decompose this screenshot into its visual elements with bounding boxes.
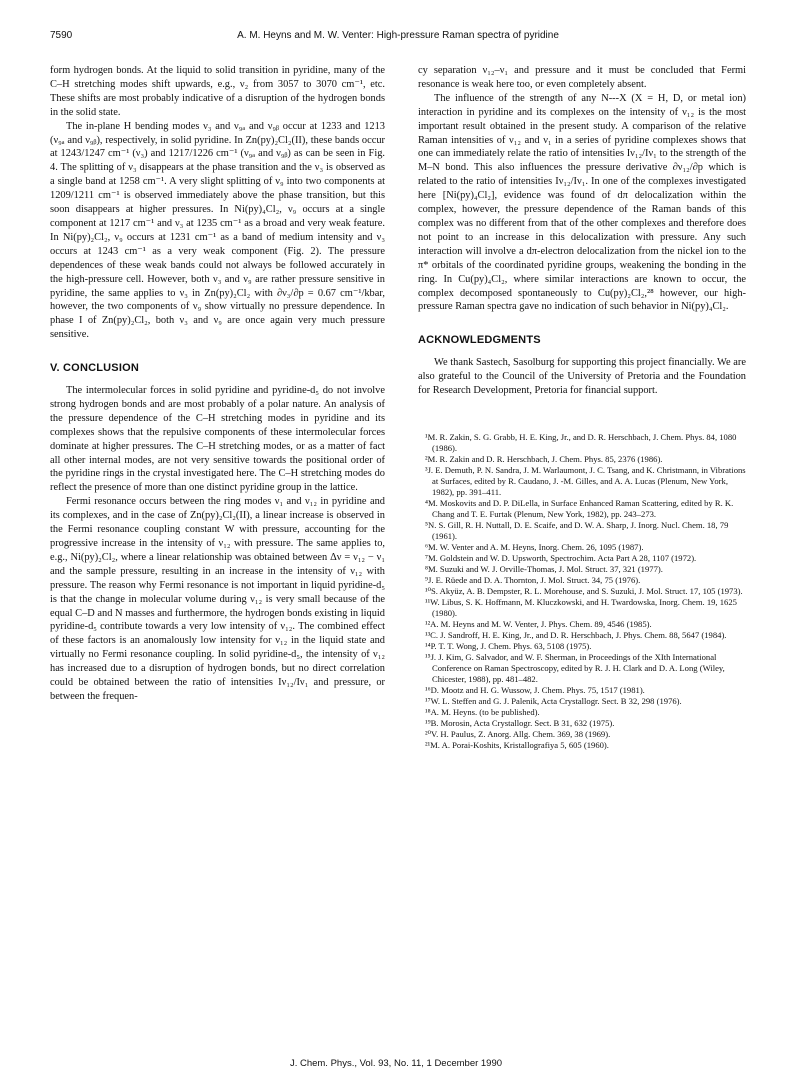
reference-item: ¹⁹B. Morosin, Acta Crystallogr. Sect. B 31, 632 (1975).: [425, 717, 615, 728]
left-column: [50, 64, 385, 704]
reference-item: ⁶M. W. Venter and A. M. Heyns, Inorg. Chem. 26, 1095 (1987).: [425, 541, 644, 552]
page-number: 7590: [50, 30, 73, 41]
references-list: [418, 432, 746, 751]
reference-item: ⁵N. S. Gill, R. H. Nuttall, D. E. Scaife, and D. W. A. Sharp, J. Inorg. Nucl. Chem. 18, 79 (1961).: [425, 519, 729, 541]
reference-item: ¹M. R. Zakin, S. G. Grabb, H. E. King, Jr., and D. R. Herschbach, J. Chem. Phys. 84, 1080 (1986).: [425, 431, 737, 453]
reference-item: ²⁰V. H. Paulus, Z. Anorg. Allg. Chem. 369, 38 (1969).: [425, 728, 611, 739]
reference-item: ¹⁶D. Mootz and H. G. Wussow, J. Chem. Phys. 75, 1517 (1981).: [425, 684, 645, 695]
reference-item: ¹⁸A. M. Heyns. (to be published).: [425, 706, 540, 717]
reference-item: ⁴M. Moskovits and D. P. DiLella, in Surface Enhanced Raman Scattering, edited by R. K. Chang and T. E. Furtak (Plenum, New York, 1982), pp. 243–273.: [425, 497, 734, 519]
page-footer: J. Chem. Phys., Vol. 93, No. 11, 1 December 1990: [289, 1058, 503, 1069]
reference-item: ²M. R. Zakin and D. R. Herschbach, J. Chem. Phys. 85, 2376 (1986).: [425, 453, 663, 464]
paragraph: form hydrogen bonds. At the liquid to solid transition in pyridine, many of the C–H stretching modes shift upwards, e.g., ν₂ from 3057 to 3070 cm⁻¹, etc. These shifts are most probably indicative of a disruption of the hydrogen bonds in the solid state.: [50, 65, 385, 118]
paragraph: The in-plane H bending modes ν₃ and ν₉ₐ and ν₉ᵦ occur at 1233 and 1213 (ν₉ₐ and ν₉ᵦ), respectively, in solid pyridine. In Zn(py)₂Cl₂(II), these bands occur at 1243/1247 cm⁻¹ (ν₃) and 1217/1226 cm⁻¹ (ν₉ₐ and ν₉ᵦ) as can be seen in Fig. 4. The splitting of ν₃ disappears at the phase transition and the ν₃ is observed as a single band at 1258 cm⁻¹. A very slight splitting of ν₉ into two components at 1209/1211 cm⁻¹ is observed immediately above the phase transition, but this soon disappears at higher pressures. In Ni(py)₄Cl₂, ν₉ occurs at a single component at 1217 cm⁻¹ and ν₃ at 1235 cm⁻¹ as a broad and very weak feature. In Ni(py)₂Cl₂, ν₉ occurs at 1231 cm⁻¹ as a band of medium intensity and ν₃ occurs at 1243 cm⁻¹ as a very weak component (Fig. 2). The pressure dependences of these weak bands could not always be followed accurately in the high-pressure cell. However, both ν₃ and ν₉ are rather pressure sensitive in pyridine, the same applies to ν₃ in Zn(py)₂Cl₂ with ∂ν₃/∂p = 0.67 cm⁻¹/kbar, however, the two components of ν₉ show virtually no pressure dependence. In phase I of Zn(py)₂Cl₂, both ν₃ and ν₉ are once again very much pressure sensitive.: [50, 120, 385, 341]
reference-item: ⁹J. E. Rüede and D. A. Thornton, J. Mol. Struct. 34, 75 (1976).: [425, 574, 641, 585]
paragraph: The intermolecular forces in solid pyridine and pyridine-d₅ do not involve strong hydrogen bonds and are most probably of a polar nature. An analysis of the pressure dependence of the C–H stretching modes in pyridine and its complexes shows that the repulsive components of these intermolecular forces dominate at higher pressures. The C–H stretching modes, or as a matter of fact all other internal modes, are not very sensitive towards the positional order of the pyridine rings in the crystal investigated here. The C–H stretching modes do reflect the presence of more than one distinct pyridine group in the lattice.: [50, 385, 385, 494]
reference-item: ¹⁵J. J. Kim, G. Salvador, and W. F. Sherman, in Proceedings of the XIth International Conference on Raman Spectroscopy, edited by R. J. H. Clark and D. A. Long (Wiley, Chicester, 1988), pp. 481–482.: [425, 651, 725, 684]
reference-item: ¹²A. M. Heyns and M. W. Venter, J. Phys. Chem. 89, 4546 (1985).: [425, 618, 652, 629]
reference-item: ¹⁴P. T. T. Wong, J. Chem. Phys. 63, 5108 (1975).: [425, 640, 592, 651]
paragraph: We thank Sastech, Sasolburg for supporting this project financially. We are also grateful to the Council of the University of Pretoria and the Foundation for Research Development, Pretoria for financial support.: [418, 357, 746, 397]
page-header: [50, 30, 746, 46]
reference-item: ¹⁰S. Akyüz, A. B. Dempster, R. L. Morehouse, and S. Suzuki, J. Mol. Struct. 17, 105 (1973).: [425, 585, 743, 596]
running-title: A. M. Heyns and M. W. Venter: High-pressure Raman spectra of pyridine: [237, 30, 559, 41]
reference-item: ¹⁷W. L. Steffen and G. J. Palenik, Acta Crystallogr. Sect. B 32, 298 (1976).: [425, 695, 682, 706]
reference-item: ⁷M. Goldstein and W. D. Upsworth, Spectrochim. Acta Part A 28, 1107 (1972).: [425, 552, 697, 563]
reference-item: ¹³C. J. Sandroff, H. E. King, Jr., and D. R. Herschbach, J. Phys. Chem. 88, 5647 (1984).: [425, 629, 727, 640]
section-heading-conclusion: V. CONCLUSION: [50, 362, 139, 375]
paragraph: cy separation ν₁₂–ν₁ and pressure and it must be concluded that Fermi resonance is weak here too, or even completely absent.: [418, 65, 746, 90]
reference-item: ⁸M. Suzuki and W. J. Orville-Thomas, J. Mol. Struct. 37, 321 (1977).: [425, 563, 663, 574]
reference-item: ¹¹W. Libus, S. K. Hoffmann, M. Kluczkowski, and H. Twardowska, Inorg. Chem. 19, 1625 (1980).: [425, 596, 737, 618]
paragraph: The influence of the strength of any N---X (X = H, D, or metal ion) interaction in pyridine and its complexes on the intensity of ν₁₂ is the most important result obtained in the present study. A comparison of the relative Raman intensities of ν₁₂ and ν₁ in a series of pyridine complexes shows that one can immediately relate the ratio of intensities Iν₁₂/Iν₁ to the strength of the M–N bond. This also influences the pressure derivative ∂ν₁₂/∂p which is related to the ratio of intensities Iν₁₂/Iν₁. In one of the complexes investigated here [Ni(py)₄Cl₂], evidence was found of dπ delocalization within the complex, however, the pressure dependence of the Raman bands of this complex was no different from that of the other complexes and therefore does not point to an increase in this delocalization with pressure. Any such interaction will involve a dπ-electron delocalization from the nickel ion to the π* orbitals of the coordinated pyridine groups, weakening the bonding in the ring. In Cu(py)₄Cl₂, where similar interactions are known to occur, the complex decomposed spontaneously to Cu(py)₂Cl₂,²⁸ however, our high-pressure Raman spectra gave no indication of such behavior in Ni(py)₄Cl₂.: [418, 92, 746, 313]
reference-item: ³J. E. Demuth, P. N. Sandra, J. M. Warlaumont, J. C. Tsang, and K. Christmann, in Vibrations at Surfaces, edited by R. Caudano, J. -M. Gilles, and A. A. Lucas (Plenum, New York, 1982), pp. 391–411.: [425, 464, 746, 497]
section-heading-acknowledgments: ACKNOWLEDGMENTS: [418, 334, 541, 347]
right-column: [418, 64, 746, 751]
paragraph: Fermi resonance occurs between the ring modes ν₁ and ν₁₂ in pyridine and its complexes, and in the case of Zn(py)₂Cl₂(II), a linear increase is observed in the Fermi resonance coupling constant W with pressure, accounting for the progressive increase in the intensity of ν₁₂ with pressure. The same applies to, e.g., Ni(py)₂Cl₂, where a linear relationship was obtained between Δν = ν₁₂ − ν₁ and the sample pressure, resulting in an increase in the intensity of ν₁₂ with pressure. The reason why Fermi resonance is not important in liquid pyridine-d₅ is that the change in molecular volume during ν₁₂ is very small because of the equal C–D and N masses and furthermore, the hydrogen bonds existing in liquid pyridine-d₅ contribute towards a very low intensity of ν₁₂. The combined effect of these factors is an anomalously low intensity for ν₁₂ in the liquid state and virtually no Fermi resonance coupling. In solid pyridine-d₅, the intensity of ν₁₂ has increased due to a disruption of hydrogen bonds, but no direct correlation could be obtained between the ratio of intensities Iν₁₂/Iν₁ and pressure, or between the frequen-: [50, 496, 385, 702]
reference-item: ²¹M. A. Porai-Koshits, Kristallografiya 5, 605 (1960).: [425, 739, 609, 750]
